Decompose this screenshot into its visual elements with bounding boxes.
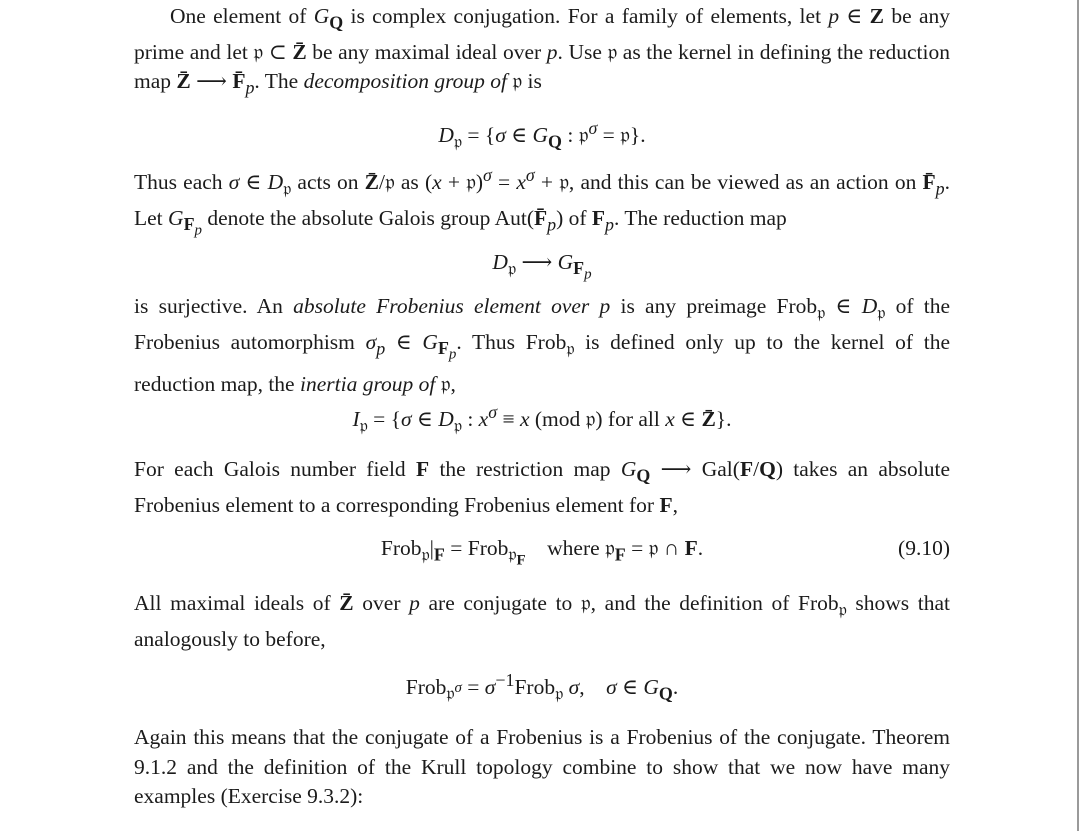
paragraph-frobenius: is surjective. An absolute Frobenius element over p is any preimage Frob$_𝔭$ ∈ $D_𝔭$ of the Frobenius automorphism $\sigma_p$ ∈ $G_{F_p}$. Thus Frob$_𝔭$ is defined only up to the kernel of the reduction map, the inertia group of 𝔭, bbox=[134, 294, 950, 397]
equation-reduction-map: $D_𝔭$ ⟶ $G_{F_p}$ bbox=[492, 250, 592, 283]
paragraph-action: Thus each σ ∈ $D_𝔭$ acts on Z̄/𝔭 as (x + 𝔭)$^\sigma$ = $x^\sigma$ + 𝔭, and this can be viewed as an action on $F̄_p$. Let $G_{F_p}$ denote the absolute Galois group $Aut(F̄_p)$ of $F_p$. The reduction map bbox=[134, 165, 950, 239]
equation-number: (9.10) bbox=[898, 536, 950, 560]
paragraph-conjugate-ideals: All maximal ideals of Z̄ over p are conjugate to 𝔭, and the definition of Frob$_𝔭$ shows that analogously to before, bbox=[134, 591, 951, 651]
equation-inertia-group: $I_𝔭 = \{\sigma$ ∈ $D_𝔭$ : $x^\sigma \equiv x$ (mod 𝔭) for all x ∈ Z̄}. bbox=[352, 402, 732, 436]
equation-frobenius-conjugate: Frob$_{𝔭^\sigma}$ = $\sigma^{-1}Frob_𝔭$ σ, σ ∈ $G_Q$. bbox=[405, 670, 679, 704]
equation-decomposition-group: $D_𝔭 = \{\sigma$ ∈ $G_Q$ : 𝔭$^\sigma$ = 𝔭}. bbox=[438, 118, 646, 152]
paragraph-decomposition-group: One element of $G_Q$ is complex conjugation. For a family of elements, let p ∈ Z be any prime and let 𝔭 ⊂ Z̄ be any maximal ideal over p. Use 𝔭 as the kernel in defining the reduction map Z̄ ⟶ $F̄_p$. The decomposition group of 𝔭 is bbox=[134, 4, 950, 98]
equation-9-10: $Frob_𝔭|_F$ = Frob$_{𝔭_F}$ where 𝔭$_F$ = 𝔭 ∩ F. (9.10) bbox=[380, 536, 950, 569]
paragraph-conclusion: Again this means that the conjugate of a Frobenius is a Frobenius of the conjugate. Theorem 9.1.2 and the definition of the Krull topology combine to show that we now have many examples (Exercise 9.3.2): bbox=[134, 725, 950, 808]
paragraph-restriction: For each Galois number field F the restriction map $G_Q$ ⟶ Gal(F/Q) takes an absolute Frobenius element to a corresponding Frobenius element for F, bbox=[134, 457, 951, 517]
